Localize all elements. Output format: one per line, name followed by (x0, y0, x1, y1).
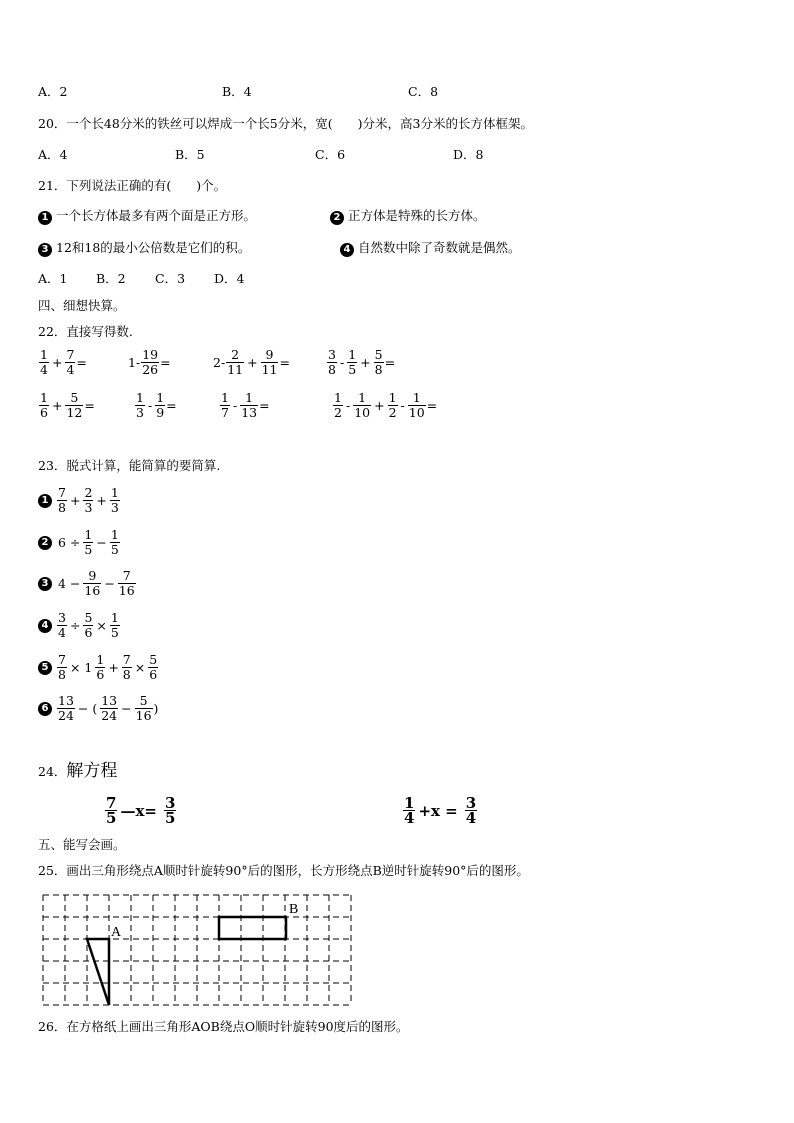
fraction: $\frac{3}{4}$ (465, 794, 477, 827)
fraction: $\frac{7}{8}$ (122, 652, 131, 682)
fraction: $\frac{3}{4}$ (58, 610, 66, 640)
fraction: $\frac{2}{11}$ (227, 347, 244, 377)
statement-text: 一个长方体最多有两个面是正方形。 (56, 208, 257, 223)
point-a-label: A (111, 925, 122, 940)
circled-number: 4 (38, 619, 52, 633)
q24-title: 解方程 (66, 761, 118, 781)
fraction: $\frac{1}{5}$ (84, 527, 93, 557)
circled-number: 5 (38, 661, 52, 675)
q25-grid-diagram (40, 893, 360, 1008)
statement-text: 正方体是特殊的长方体。 (348, 208, 486, 223)
statement-text: 12和18的最小公倍数是它们的积。 (56, 240, 251, 255)
q22-expression-6: $\frac{1}{3}$ - $\frac{1}{9}$ = (136, 390, 177, 420)
q20-option-b: B．5 (175, 147, 205, 162)
q20-option-a: A．4 (38, 147, 68, 162)
fraction: $\frac{13}{24}$ (101, 693, 118, 723)
triangle (87, 939, 109, 1005)
fraction: $\frac{5}{6}$ (84, 610, 93, 640)
fraction: $\frac{5}{16}$ (135, 693, 152, 723)
fraction: $\frac{7}{5}$ (106, 794, 117, 827)
q23-problem-6: 6 $\frac{13}{24}$ − ( $\frac{13}{24}$ − $\frac{5}{16}$ ) (38, 694, 158, 723)
circled-number: 4 (340, 243, 354, 257)
fraction: $\frac{2}{3}$ (84, 485, 93, 515)
q21-statement-4 (340, 240, 521, 257)
fraction: $\frac{1}{4}$ (40, 347, 48, 377)
q23-problem-3: 3 4 − $\frac{9}{16}$ − $\frac{7}{16}$ (38, 569, 137, 598)
q26-question: 26．在方格纸上画出三角形AOB绕点O顺时针旋转90度后的图形。 (38, 1019, 409, 1034)
q22-expression-4: $\frac{3}{8}$ - $\frac{1}{5}$ + $\frac{5}{8}$ = (328, 347, 396, 377)
q22-expression-2: 1- $\frac{19}{26}$ = (128, 347, 171, 377)
fraction: $\frac{3}{5}$ (164, 794, 176, 827)
fraction: $\frac{5}{12}$ (66, 390, 83, 420)
circled-number: 6 (38, 702, 52, 716)
q20-option-d: D．8 (453, 147, 484, 162)
fraction: $\frac{5}{6}$ (149, 652, 158, 682)
circled-number: 3 (38, 577, 52, 591)
fraction: $\frac{1}{2}$ (388, 390, 397, 420)
q24-number: 24． (38, 764, 67, 779)
fraction: $\frac{1}{7}$ (221, 390, 229, 420)
section-5-heading: 五、能写会画。 (38, 837, 126, 852)
circled-number: 1 (38, 494, 52, 508)
fraction: $\frac{7}{4}$ (66, 347, 75, 377)
fraction: $\frac{1}{4}$ (404, 794, 415, 827)
q25-question: 25．画出三角形绕点A顺时针旋转90°后的图形，长方形绕点B逆时针旋转90°后的图形。 (38, 863, 529, 878)
fraction: $\frac{7}{8}$ (58, 652, 66, 682)
q20-question: 20．一个长48分米的铁丝可以焊成一个长5分米，宽( )分米，高3分米的长方体框架。 (38, 116, 533, 131)
section-4-heading: 四、细想快算。 (38, 298, 126, 313)
fraction: $\frac{1}{5}$ (110, 527, 119, 557)
q23-problem-2: 2 6 ÷ $\frac{1}{5}$ − $\frac{1}{5}$ (38, 528, 121, 557)
fraction: $\frac{9}{16}$ (84, 568, 101, 598)
circled-number: 3 (38, 243, 52, 257)
q20-option-c: C．6 (315, 147, 346, 162)
fraction: $\frac{9}{11}$ (261, 347, 278, 377)
circled-number: 2 (330, 211, 344, 225)
fraction: $\frac{1}{5}$ (110, 610, 119, 640)
q19-option-a: A．2 (38, 84, 68, 99)
q21-option-a: A．1 (38, 271, 68, 286)
q21-question: 21．下列说法正确的有( )个。 (38, 178, 227, 193)
q22-question: 22．直接写得数. (38, 324, 133, 339)
circled-number: 2 (38, 536, 52, 550)
fraction: $\frac{1}{10}$ (354, 390, 371, 420)
q21-option-c: C．3 (155, 271, 186, 286)
fraction: $\frac{5}{8}$ (374, 347, 383, 377)
q22-expression-1: $\frac{1}{4}$ + $\frac{7}{4}$ = (40, 347, 87, 377)
q24-equation-1: $\frac{7}{5}$ —x= $\frac{3}{5}$ (106, 794, 176, 827)
q22-expression-7: $\frac{1}{7}$ - $\frac{1}{13}$ = (221, 390, 270, 420)
fraction: $\frac{1}{6}$ (40, 390, 48, 420)
q22-expression-3: 2- $\frac{2}{11}$ + $\frac{9}{11}$ = (213, 347, 290, 377)
fraction: $\frac{1}{9}$ (156, 390, 165, 420)
statement-text: 自然数中除了奇数就是偶然。 (358, 240, 521, 255)
q22-expression-8: $\frac{1}{2}$ - $\frac{1}{10}$ + $\frac{1}{2}$ - $\frac{1}{10}$ = (334, 390, 438, 420)
q21-statement-3 (38, 240, 250, 257)
q23-problem-4: 4 $\frac{3}{4}$ ÷ $\frac{5}{6}$ × $\frac{1}{5}$ (38, 611, 121, 640)
fraction: $\frac{1}{2}$ (334, 390, 342, 420)
fraction: $\frac{3}{8}$ (328, 347, 336, 377)
fraction: $\frac{7}{16}$ (118, 568, 135, 598)
fraction: $\frac{1}{3}$ (110, 485, 119, 515)
q24-heading (38, 763, 117, 780)
fraction: $\frac{13}{24}$ (58, 693, 74, 723)
q21-statement-2 (330, 208, 486, 225)
q21-option-b: B．2 (96, 271, 126, 286)
q21-statement-1 (38, 208, 256, 225)
fraction: $\frac{1}{6}$ (96, 652, 105, 682)
q23-problem-5: 5 $\frac{7}{8}$ × 1 $\frac{1}{6}$ + $\frac{7}{8}$ × $\frac{5}{6}$ (38, 653, 159, 682)
fraction: $\frac{1}{13}$ (241, 390, 258, 420)
q24-equation-2: $\frac{1}{4}$ +x = $\frac{3}{4}$ (404, 794, 477, 827)
fraction: $\frac{1}{3}$ (136, 390, 144, 420)
q23-problem-1: 1 $\frac{7}{8}$ + $\frac{2}{3}$ + $\frac{1}{3}$ (38, 486, 121, 515)
q19-option-c: C．8 (408, 84, 439, 99)
q22-expression-5: $\frac{1}{6}$ + $\frac{5}{12}$ = (40, 390, 95, 420)
q19-option-b: B．4 (222, 84, 252, 99)
rectangle (219, 917, 286, 939)
q23-question: 23．脱式计算，能简算的要简算. (38, 458, 221, 473)
circled-number: 1 (38, 211, 52, 225)
fraction: $\frac{19}{26}$ (142, 347, 159, 377)
fraction: $\frac{7}{8}$ (58, 485, 66, 515)
point-b-label: B (289, 902, 299, 917)
q21-option-d: D．4 (214, 271, 245, 286)
fraction: $\frac{1}{10}$ (408, 390, 425, 420)
dashed-grid (43, 895, 351, 1005)
fraction: $\frac{1}{5}$ (348, 347, 357, 377)
